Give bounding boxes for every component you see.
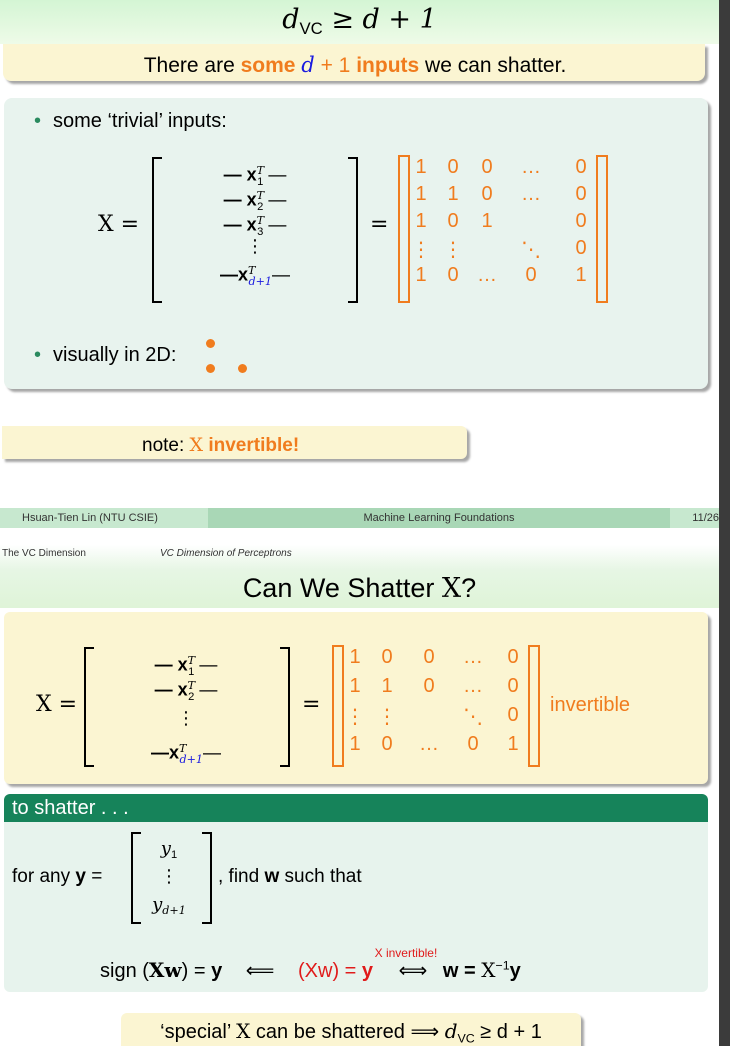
title-geq: ≥ — [322, 4, 363, 35]
matrix-entry: 0 — [381, 646, 393, 668]
shatter-block-title: to shatter . . . — [4, 794, 708, 822]
matrix-row: $—x^T_{d+1}—$ — [150, 742, 222, 766]
matrix-entry: … — [463, 646, 483, 668]
y-right-bracket — [202, 832, 212, 924]
matrix-entry: 0 — [467, 733, 479, 755]
invertible-label: invertible — [550, 694, 631, 716]
shatter-equation: sign (Xw) = y ⟸ (Xw) = y X invertible! ⟺ $w = X^{-1}y$ — [100, 946, 521, 982]
matrix2-equals: = — [302, 692, 321, 717]
slide1-title — [0, 4, 719, 39]
matrix1-rows — [170, 158, 340, 288]
callout-inputs: inputs — [356, 54, 420, 77]
callout-pre: There are — [143, 54, 241, 77]
matrix-entry: … — [521, 156, 541, 178]
callout-d: d — [301, 53, 315, 77]
matrix-entry: 0 — [507, 646, 519, 668]
matrix-entry: 0 — [525, 264, 537, 286]
footer-page: 11/26 — [670, 508, 719, 528]
slide2-bottom-text: ‘special’ X can be shattered ⟹ $d_{VC} \ge d + 1$ — [160, 1019, 542, 1046]
matrix-row: ⋮ — [246, 236, 264, 256]
callout-plus-one: + 1 — [314, 54, 357, 77]
title-vc-sub: VC — [299, 18, 323, 38]
matrix-entry: ⋮ — [377, 706, 397, 728]
matrix-entry: 0 — [507, 704, 519, 726]
matrix-entry: 0 — [447, 210, 459, 232]
matrix-row: ⋮ — [177, 708, 195, 728]
slide2-title: Can We Shatter X? — [242, 573, 477, 604]
footer-author: Hsuan-Tien Lin (NTU CSIE) — [0, 508, 208, 528]
matrix-row: — $x^T_2$ — — [154, 679, 218, 703]
matrix-entry: 0 — [575, 183, 587, 205]
matrix-entry: 1 — [415, 210, 427, 232]
nav-section: The VC Dimension — [2, 548, 86, 559]
matrix-entry: 0 — [447, 264, 459, 286]
y-vector: $y_1$ ⋮ $y_{d+1}$ — [152, 838, 186, 917]
matrix-entry: … — [463, 675, 483, 697]
bullet-trivial-inputs — [34, 110, 227, 133]
right-bracket — [348, 157, 358, 303]
matrix1-equals: = — [370, 212, 389, 237]
nav-subsection: VC Dimension of Perceptrons — [160, 548, 292, 559]
matrix-entry: … — [419, 733, 439, 755]
matrix-entry: 0 — [447, 156, 459, 178]
matrix-entry: 1 — [481, 210, 493, 232]
matrix-entry: 0 — [481, 156, 493, 178]
find-w: , find w such that — [218, 866, 362, 887]
matrix-entry: 0 — [575, 156, 587, 178]
matrix-entry: 1 — [349, 733, 361, 755]
slide1-callout-text — [0, 53, 710, 78]
orange-right-bracket — [596, 155, 608, 303]
point-dot — [206, 339, 215, 348]
scrollbar[interactable] — [719, 0, 730, 1046]
matrix-entry: 1 — [575, 264, 587, 286]
callout-post: we can shatter. — [419, 54, 567, 77]
matrix-row: — $x^T_1$ — — [223, 164, 287, 188]
bullet-trivial-text: some ‘trivial’ inputs: — [53, 110, 227, 132]
note-pre: note: — [142, 435, 190, 456]
matrix-entry: 0 — [423, 675, 435, 697]
matrix-entry: 0 — [575, 237, 587, 259]
title-d: d — [282, 4, 300, 35]
matrix-entry: 1 — [349, 646, 361, 668]
note-invertible: invertible! — [203, 435, 300, 456]
left-bracket — [152, 157, 162, 303]
matrix-entry: 0 — [507, 675, 519, 697]
right-bracket — [280, 647, 290, 767]
x-symbol: X — [98, 212, 114, 237]
matrix-entry: … — [521, 183, 541, 205]
matrix-entry: 0 — [575, 210, 587, 232]
bullet-visual-2d — [34, 344, 176, 367]
matrix-row: $—x^T_{d+1}—$ — [219, 264, 291, 288]
matrix-entry: ⋮ — [411, 239, 431, 261]
matrix-entry: 0 — [423, 646, 435, 668]
matrix-row: — $x^T_2$ — — [223, 189, 287, 213]
matrix-entry: 1 — [349, 675, 361, 697]
matrix2-rows — [100, 648, 272, 766]
bullet-2d-text: visually in 2D: — [53, 344, 177, 366]
point-dot — [206, 364, 215, 373]
footer-course: Machine Learning Foundations — [208, 508, 670, 528]
matrix-row: — $x^T_3$ — — [223, 214, 287, 238]
matrix2-lhs: X = — [36, 692, 78, 717]
matrix-entry: 0 — [381, 733, 393, 755]
matrix-entry: 1 — [447, 183, 459, 205]
matrix-entry: 1 — [415, 156, 427, 178]
matrix-entry: 0 — [481, 183, 493, 205]
matrix-entry: ⋮ — [443, 239, 463, 261]
orange-right-bracket — [528, 645, 540, 767]
title-d-plus-1: d + 1 — [362, 4, 437, 35]
slide1-note — [142, 434, 299, 457]
matrix-entry: ⋱ — [463, 706, 483, 728]
for-any-y: for any y = — [12, 866, 103, 887]
matrix-entry: … — [477, 264, 497, 286]
matrix1-lhs — [98, 212, 139, 237]
matrix-row: — $x^T_1$ — — [154, 654, 218, 678]
matrix-entry: ⋮ — [345, 706, 365, 728]
matrix-entry: 1 — [415, 264, 427, 286]
matrix-entry: 1 — [415, 183, 427, 205]
matrix-entry: 1 — [381, 675, 393, 697]
callout-some: some — [240, 54, 302, 77]
point-dot — [238, 364, 247, 373]
equals-sign: = — [120, 212, 140, 237]
note-x: X — [189, 434, 204, 456]
matrix-entry: 1 — [507, 733, 519, 755]
left-bracket — [84, 647, 94, 767]
matrix-entry: ⋱ — [521, 239, 541, 261]
